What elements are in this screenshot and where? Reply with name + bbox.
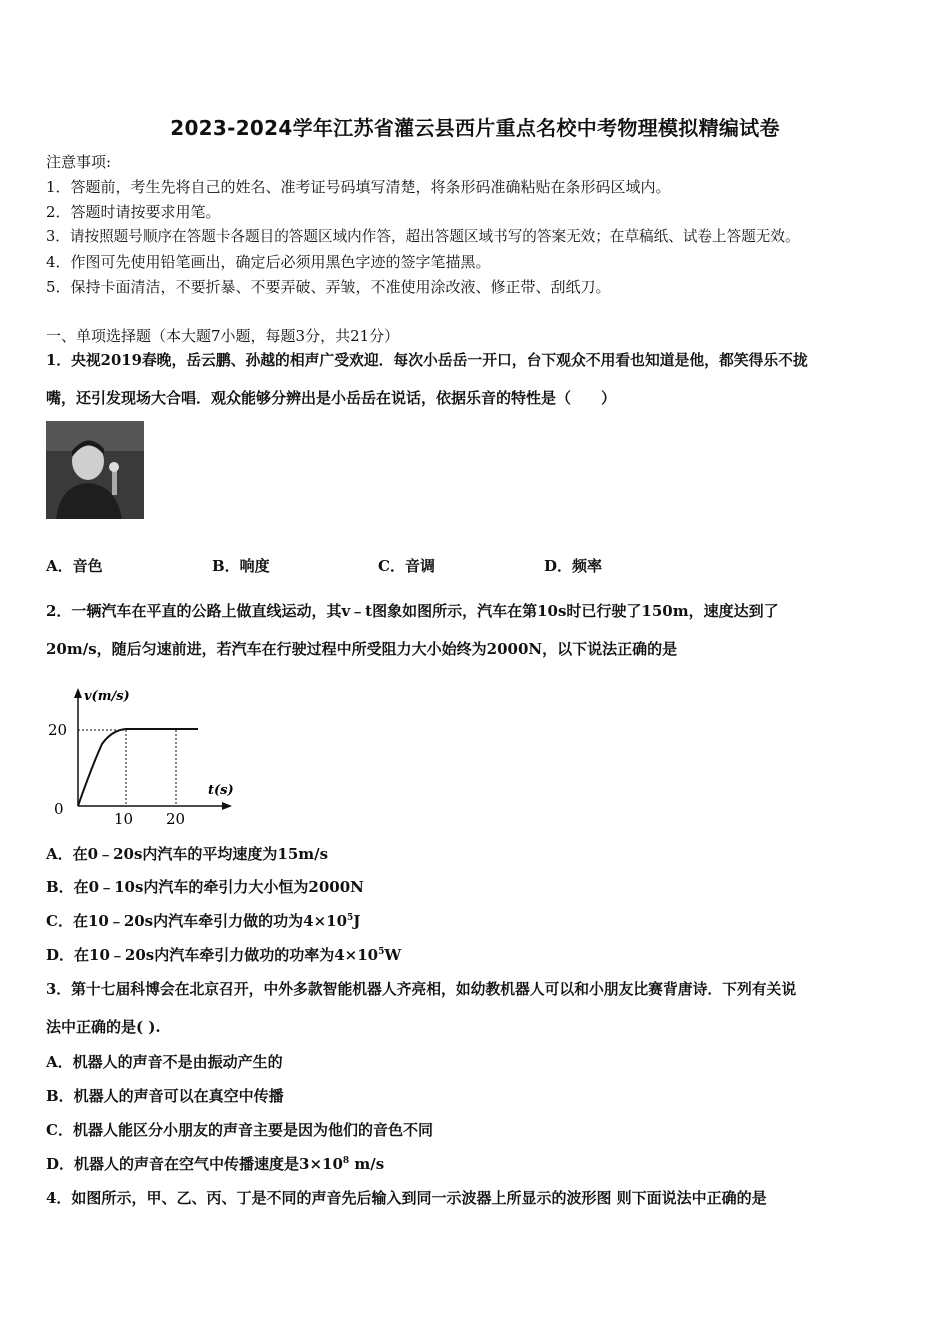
- q2-option-b[interactable]: B．在0﹣10s内汽车的牵引力大小恒为2000N: [46, 878, 364, 896]
- q3-stem-line2: 法中正确的是( ).: [46, 1018, 161, 1036]
- q1-options: [46, 555, 710, 576]
- y-tick: 20: [48, 721, 68, 739]
- section-heading: 一、单项选择题（本大题7小题，每题3分，共21分）: [46, 327, 400, 345]
- notice-item: 2．答题时请按要求用笔。: [46, 203, 221, 221]
- notice-item: 3．请按照题号顺序在答题卡各题目的答题区域内作答，超出答题区域书写的答案无效；在草稿纸、试卷上答题无效。: [46, 228, 800, 245]
- q3-option-d-exponent: 8: [342, 1156, 350, 1166]
- notice-heading: 注意事项:: [46, 153, 112, 171]
- q3-option-c[interactable]: C．机器人能区分小朋友的声音主要是因为他们的音色不同: [46, 1121, 433, 1139]
- notice-item: 1．答题前，考生先将自己的姓名、准考证号码填写清楚，将条形码准确粘贴在条形码区域内。: [46, 178, 671, 196]
- performer-photo: [46, 421, 144, 519]
- q2-option-c-unit: J: [353, 912, 361, 930]
- x-axis-label: t(s): [208, 783, 234, 798]
- notice-item: 5．保持卡面清洁，不要折暴、不要弄破、弄皱，不准使用涂改液、修正带、刮纸刀。: [46, 278, 611, 296]
- q4-stem-line1: 4．如图所示，甲、乙、丙、丁是不同的声音先后输入到同一示波器上所显示的波形图 则下面说法中正确的是: [46, 1189, 767, 1207]
- q2-option-d[interactable]: [46, 945, 401, 965]
- q2-option-c-exponent: 5: [347, 913, 354, 923]
- q2-option-a[interactable]: A．在0﹣20s内汽车的平均速度为15m/s: [46, 845, 329, 863]
- q1-stem-line1: 1．央视2019春晚，岳云鹏、孙越的相声广受欢迎．每次小岳岳一开口，台下观众不用看也知道是他，都笑得乐不拢: [46, 352, 808, 369]
- q1-option[interactable]: A．音色: [46, 557, 103, 575]
- q3-stem-line1: 3．第十七届科博会在北京召开，中外多款智能机器人齐亮相，如幼教机器人可以和小朋友比赛背唐诗．下列有关说: [46, 981, 797, 998]
- q3-option-d-text: D．机器人的声音在空气中传播速度是3×10: [46, 1155, 343, 1173]
- x-tick: 10: [114, 810, 134, 828]
- q3-option-a[interactable]: A．机器人的声音不是由振动产生的: [46, 1053, 283, 1071]
- q2-option-c-text: C．在10﹣20s内汽车牵引力做的功为4×10: [46, 912, 348, 930]
- q3-option-b[interactable]: B．机器人的声音可以在真空中传播: [46, 1087, 284, 1105]
- q3-option-d-unit: m/s: [349, 1155, 385, 1173]
- origin-label: 0: [54, 800, 64, 818]
- q1-option[interactable]: D．频率: [544, 557, 603, 575]
- vt-graph: [44, 682, 244, 834]
- q2-option-c[interactable]: [46, 911, 360, 931]
- notice-item: 4．作图可先使用铅笔画出，确定后必须用黑色字迹的签字笔描黑。: [46, 253, 491, 271]
- y-axis-label: v(m/s): [84, 689, 130, 704]
- q2-option-d-unit: W: [384, 946, 402, 964]
- q1-option[interactable]: C．音调: [378, 557, 435, 575]
- q3-option-d[interactable]: [46, 1154, 384, 1174]
- q2-stem-line1: 2．一辆汽车在平直的公路上做直线运动，其v﹣t图象如图所示，汽车在第10s时已行驶了150m，速度达到了: [46, 602, 779, 620]
- q2-option-d-exponent: 5: [378, 947, 385, 957]
- q1-option[interactable]: B．响度: [212, 557, 270, 575]
- page-title: 2023-2024学年江苏省灌云县西片重点名校中考物理模拟精编试卷: [170, 116, 780, 140]
- x-tick: 20: [166, 810, 186, 828]
- q2-option-d-text: D．在10﹣20s内汽车牵引力做功的功率为4×10: [46, 946, 379, 964]
- q1-stem-line2: 嘴，还引发现场大合唱．观众能够分辨出是小岳岳在说话，依据乐音的特性是（ ）: [46, 389, 617, 407]
- q2-stem-line2: 20m/s，随后匀速前进，若汽车在行驶过程中所受阻力大小始终为2000N，以下说法正确的是: [46, 640, 678, 658]
